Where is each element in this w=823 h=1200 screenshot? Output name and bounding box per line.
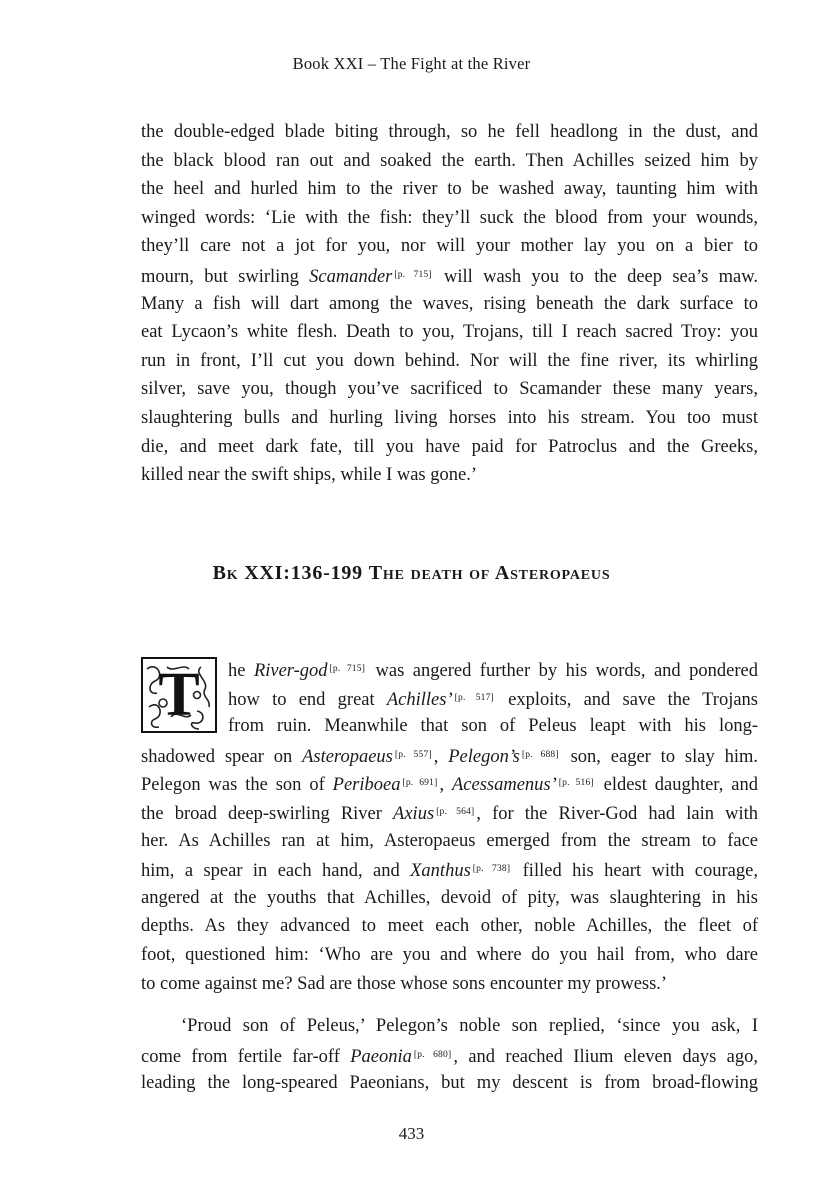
link-acessamenus[interactable]: Acessamenus’ bbox=[451, 775, 557, 796]
text-run: was angered further by his words, and pondered bbox=[367, 661, 758, 681]
text-run: shadowed spear on bbox=[141, 746, 303, 767]
text-line: winged words: ‘Lie with the fish: they’ll suck the blood from your wounds, bbox=[141, 207, 758, 228]
section-heading bbox=[0, 562, 823, 585]
page-ref[interactable]: [p. 738] bbox=[472, 864, 511, 875]
text-run: , for the River-God had lain with bbox=[476, 803, 758, 824]
text-line: foot, questioned him: ‘Who are you and where do you hail from, who dare bbox=[141, 944, 758, 965]
text-line: to come against me? Sad are those whose sons encounter my prowess.’ bbox=[141, 973, 668, 994]
link-axius[interactable]: Axius bbox=[393, 803, 435, 824]
paragraph-continuation bbox=[141, 118, 758, 490]
dropcap-letter: T bbox=[158, 661, 200, 729]
link-river-god[interactable]: River-god bbox=[253, 661, 328, 681]
text-line bbox=[141, 261, 758, 290]
text-run: , bbox=[439, 775, 452, 796]
text-line: the heel and hurled him to the river to be washed away, taunting him with bbox=[141, 179, 758, 200]
text-run: mourn, but swirling bbox=[141, 266, 310, 287]
text-run: he bbox=[228, 661, 254, 681]
text-line: die, and meet dark fate, till you have paid for Patroclus and the Greeks, bbox=[141, 436, 758, 457]
text-run: exploits, and save the Trojans bbox=[495, 689, 758, 710]
page-ref[interactable]: [p. 680] bbox=[413, 1049, 452, 1060]
text-line: depths. As they advanced to meet each other, noble Achilles, the fleet of bbox=[141, 916, 758, 937]
text-run: eldest daughter, and bbox=[595, 775, 758, 796]
text-run: , and reached Ilium eleven days ago, bbox=[453, 1046, 758, 1067]
section-title: The death of Asteropaeus bbox=[368, 562, 611, 584]
text-run: son, eager to slay him. bbox=[560, 746, 758, 767]
link-xanthus[interactable]: Xanthus bbox=[410, 861, 471, 882]
text-line bbox=[141, 655, 758, 684]
text-line: ‘Proud son of Peleus,’ Pelegon’s noble son replied, ‘since you ask, I bbox=[181, 1016, 758, 1036]
page-ref[interactable]: [p. 564] bbox=[436, 806, 475, 817]
page-ref[interactable]: [p. 516] bbox=[558, 778, 594, 789]
text-line: angered at the youths that Achilles, devoid of pity, was slaughtering in his bbox=[141, 887, 758, 908]
page-ref[interactable]: [p. 517] bbox=[454, 692, 494, 703]
text-line bbox=[141, 741, 758, 770]
link-scamander[interactable]: Scamander bbox=[309, 266, 393, 287]
link-achilles[interactable]: Achilles’ bbox=[386, 689, 453, 710]
paragraph-2 bbox=[141, 1012, 758, 1098]
text-run: , bbox=[433, 746, 449, 767]
text-line: Many a fish will dart among the waves, rising beneath the dark surface to bbox=[141, 293, 758, 314]
text-line bbox=[141, 684, 758, 713]
text-line: run in front, I’ll cut you down behind. Nor will the fine river, its whirling bbox=[141, 350, 758, 371]
text-line: the double-edged blade biting through, so he fell headlong in the dust, and bbox=[141, 122, 758, 142]
text-run: will wash you to the deep sea’s maw. bbox=[433, 266, 758, 287]
text-line: slaughtering bulls and hurling living horses into his stream. You too must bbox=[141, 407, 758, 428]
text-line: from ruin. Meanwhile that son of Peleus leapt with his long- bbox=[228, 716, 758, 737]
page-ref[interactable]: [p. 688] bbox=[521, 749, 559, 760]
text-line bbox=[141, 855, 758, 884]
section-ref: Bk XXI:136-199 bbox=[212, 562, 363, 584]
text-run: the broad deep-swirling River bbox=[141, 803, 394, 824]
text-run: him, a spear in each hand, and bbox=[141, 861, 411, 882]
page-ref[interactable]: [p. 557] bbox=[394, 749, 432, 760]
text-line bbox=[141, 1041, 758, 1070]
text-line: leading the long-speared Paeonians, but my descent is from broad-flowing bbox=[141, 1073, 758, 1094]
paragraph-1 bbox=[141, 655, 758, 998]
text-run: Pelegon was the son of bbox=[141, 775, 333, 796]
link-pelegon[interactable]: Pelegon’s bbox=[448, 746, 520, 767]
page-ref[interactable]: [p. 715] bbox=[329, 664, 366, 674]
running-head: Book XXI – The Fight at the River bbox=[292, 54, 531, 73]
text-line: killed near the swift ships, while I was gone.’ bbox=[141, 465, 478, 486]
text-line: her. As Achilles ran at him, Asteropaeus emerged from the stream to face bbox=[141, 830, 758, 851]
text-line: the black blood ran out and soaked the earth. Then Achilles seized him by bbox=[141, 150, 758, 171]
text-line bbox=[141, 769, 758, 798]
text-line: they’ll care not a jot for you, nor will your mother lay you on a bier to bbox=[141, 236, 758, 257]
text-line bbox=[141, 798, 758, 827]
text-line: silver, save you, though you’ve sacrificed to Scamander these many years, bbox=[141, 379, 758, 400]
text-run: filled his heart with courage, bbox=[512, 861, 758, 882]
text-line: eat Lycaon’s white flesh. Death to you, Trojans, till I reach sacred Troy: you bbox=[141, 322, 758, 343]
page-ref[interactable]: [p. 691] bbox=[402, 778, 438, 789]
link-periboea[interactable]: Periboea bbox=[332, 775, 401, 796]
link-paeonia[interactable]: Paeonia bbox=[350, 1046, 412, 1067]
link-asteropaeus[interactable]: Asteropaeus bbox=[302, 746, 393, 767]
text-run: come from fertile far-off bbox=[141, 1046, 351, 1067]
text-run: how to end great bbox=[228, 689, 387, 710]
page-number: 433 bbox=[398, 1124, 425, 1143]
page-ref[interactable]: [p. 715] bbox=[394, 269, 432, 280]
